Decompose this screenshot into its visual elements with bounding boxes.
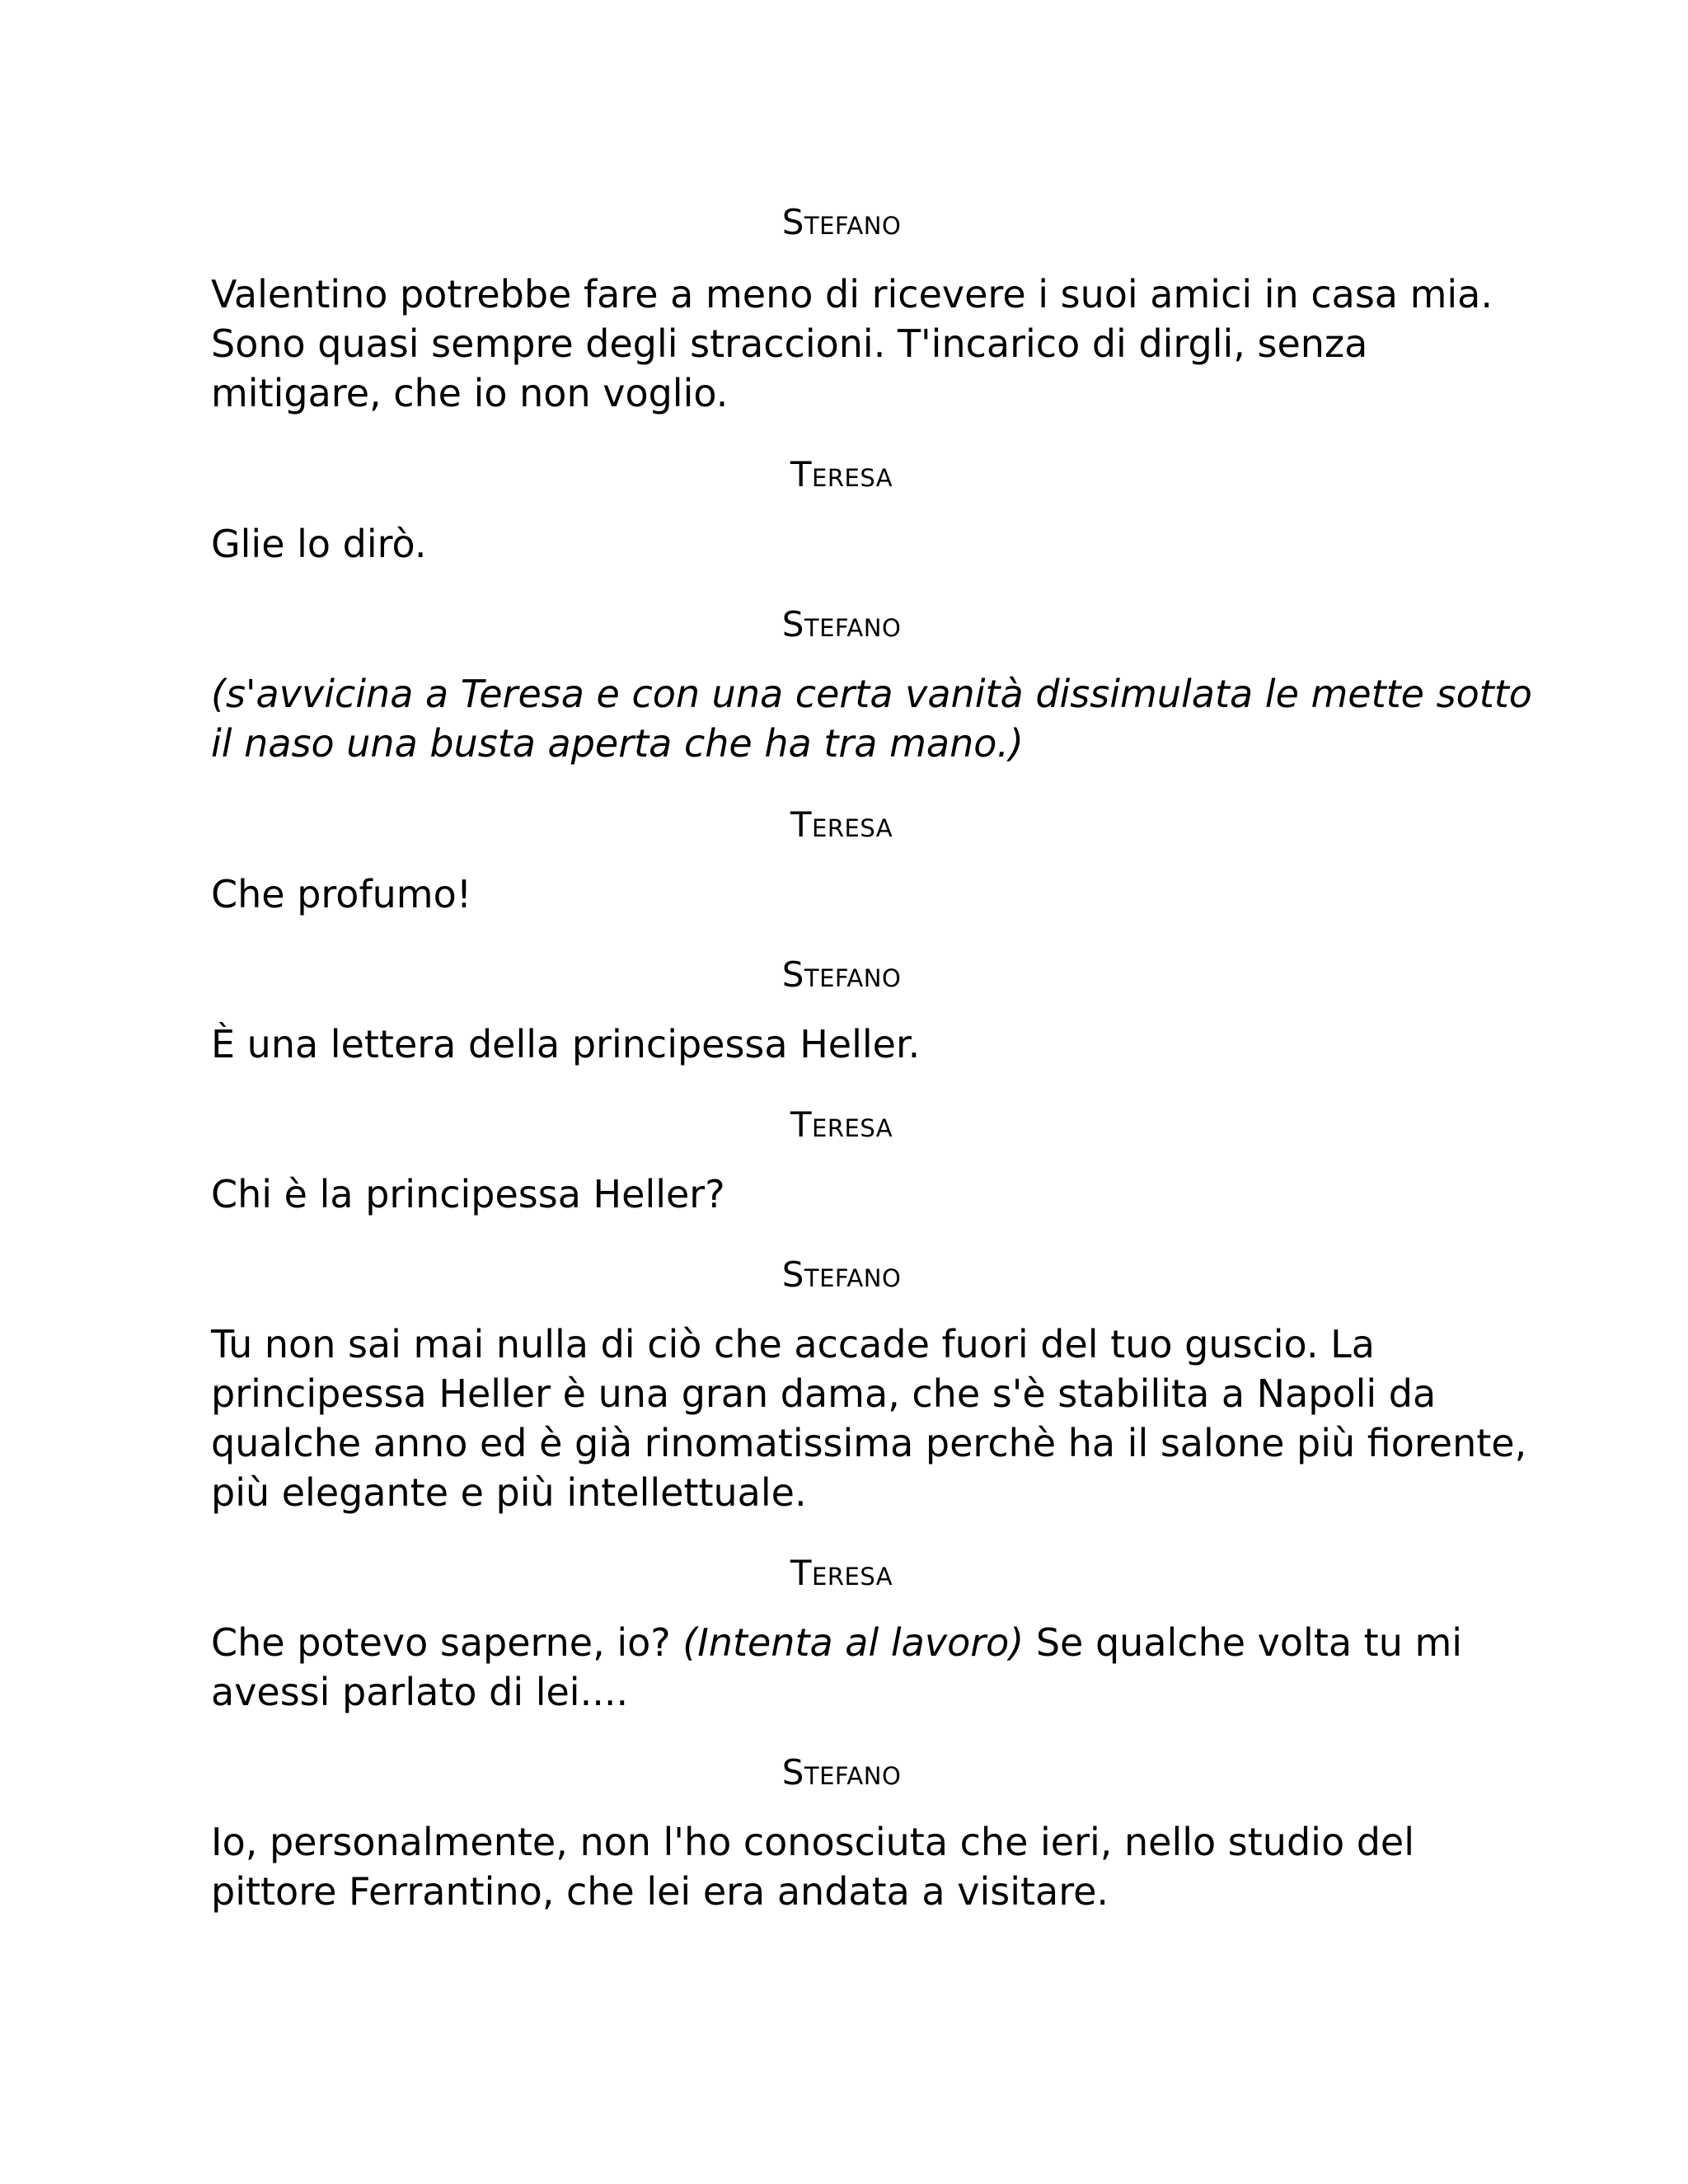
dialogue-text: Che potevo saperne, io? — [211, 1620, 683, 1665]
dialogue-line: Chi è la principessa Heller? — [211, 1172, 725, 1216]
inline-stage-direction: (Intenta al lavoro) — [682, 1620, 1025, 1665]
dialogue-line: pittore Ferrantino, che lei era andata a visitare. — [211, 1869, 1109, 1914]
dialogue-line: più elegante e più intellettuale. — [211, 1470, 807, 1515]
dialogue-line: Glie lo dirò. — [211, 522, 427, 566]
stage-direction-line: il naso una busta aperta che ha tra mano.) — [211, 721, 1024, 766]
speaker-name: Teresa — [790, 454, 893, 494]
dialogue-line: mitigare, che io non voglio. — [211, 371, 729, 415]
dialogue-line: qualche anno ed è già rinomatissima perchè ha il salone più fiorente, — [211, 1421, 1527, 1465]
speaker-name: Stefano — [781, 954, 902, 995]
speaker-name: Stefano — [781, 1752, 902, 1793]
dialogue-line: avessi parlato di lei.... — [211, 1670, 629, 1714]
dialogue-line: Sono quasi sempre degli straccioni. T'incarico di dirgli, senza — [211, 321, 1368, 366]
speaker-name: Teresa — [790, 1553, 893, 1593]
speaker-name: Stefano — [781, 1254, 902, 1295]
dialogue-line: Tu non sai mai nulla di ciò che accade fuori del tuo guscio. La — [211, 1322, 1375, 1366]
dialogue-line: principessa Heller è una gran dama, che s'è stabilita a Napoli da — [211, 1371, 1437, 1416]
dialogue-line: Io, personalmente, non l'ho conosciuta che ieri, nello studio del — [211, 1820, 1414, 1864]
stage-direction-line: (s'avvicina a Teresa e con una certa vanità dissimulata le mette sotto — [211, 672, 1532, 716]
speaker-name: Teresa — [790, 1104, 893, 1145]
speaker-name: Stefano — [781, 604, 902, 644]
speaker-name: Stefano — [781, 202, 902, 242]
script-page — [211, 0, 1532, 2184]
dialogue-line-with-stage-direction — [211, 1618, 1497, 1667]
dialogue-line: Che profumo! — [211, 872, 472, 916]
dialogue-line: È una lettera della principessa Heller. — [211, 1022, 921, 1066]
dialogue-text: Se qualche volta tu mi — [1024, 1620, 1463, 1665]
speaker-name: Teresa — [790, 804, 893, 845]
dialogue-line: Valentino potrebbe fare a meno di ricevere i suoi amici in casa mia. — [211, 272, 1493, 316]
